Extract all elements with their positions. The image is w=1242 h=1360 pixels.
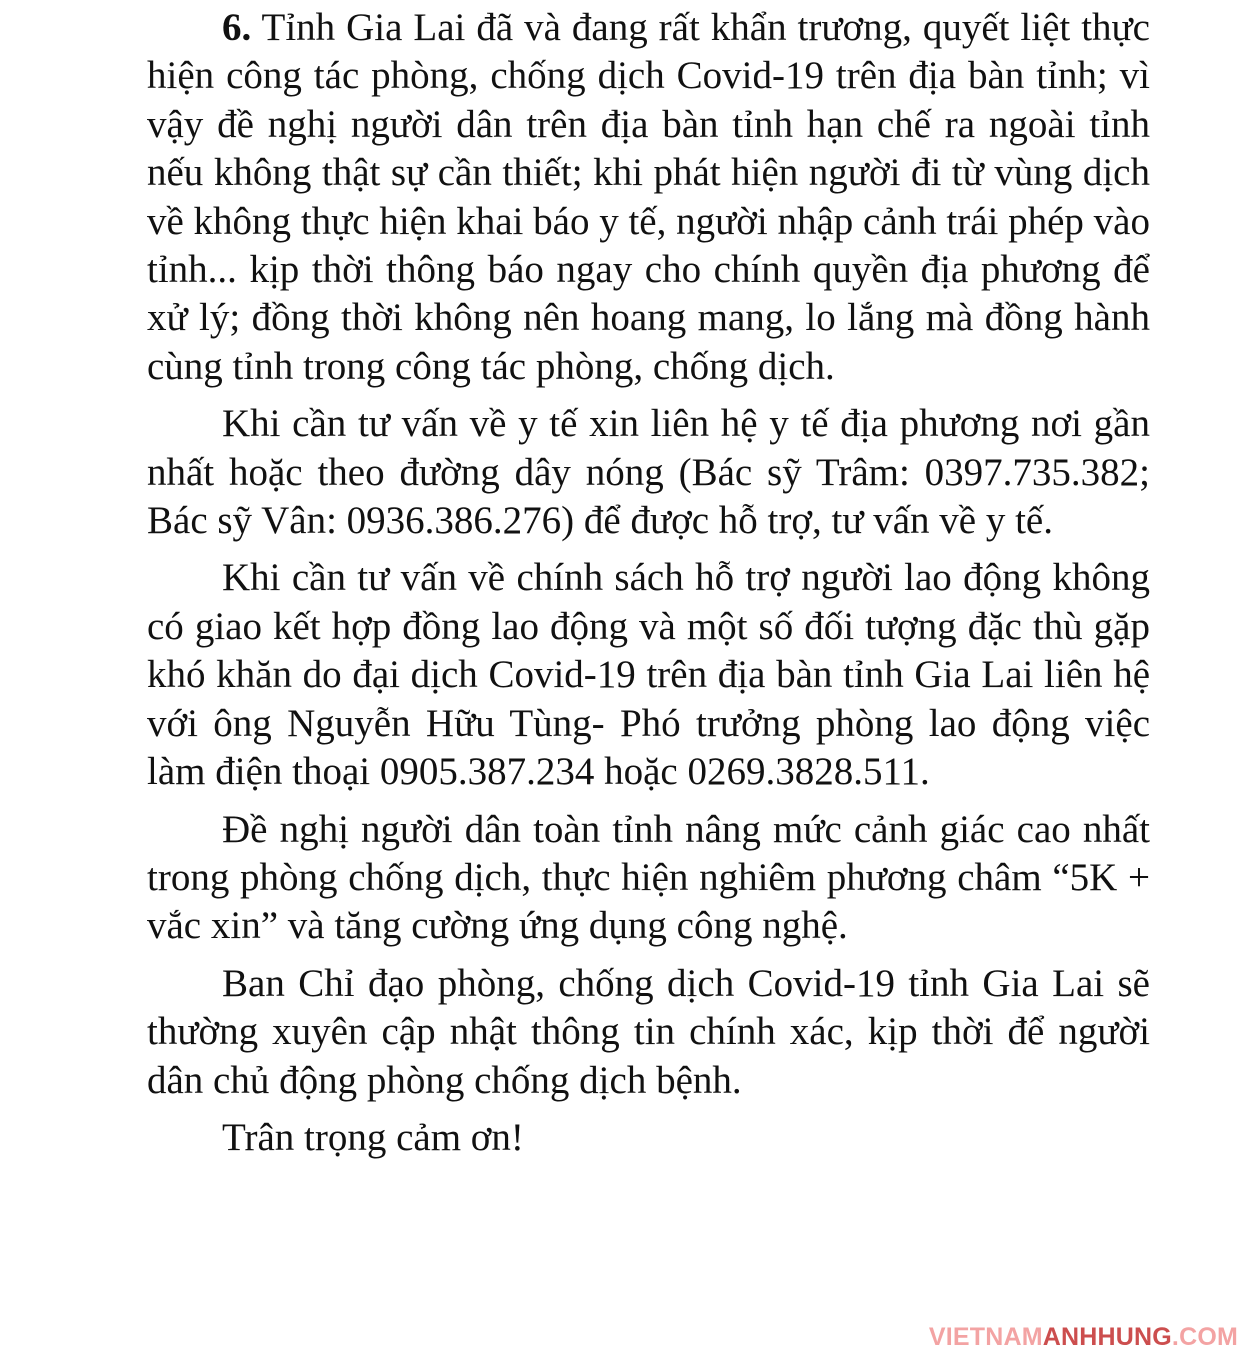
paragraph-closing: Trân trọng cảm ơn! (222, 1115, 524, 1159)
paragraph-steering-committee: Ban Chỉ đạo phòng, chống dịch Covid-19 tỉnh Gia Lai sẽ thường xuyên cập nhật thông tin chính xác, kịp thời để người dân chủ động phòng chống dịch bệnh. (147, 961, 1150, 1102)
paragraph-medical-hotline: Khi cần tư vấn về y tế xin liên hệ y tế địa phương nơi gần nhất hoặc theo đường dây nóng (Bác sỹ Trâm: 0397.735.382; Bác sỹ Vân: 0936.386.276) để được hỗ trợ, tư vấn về y tế. (147, 402, 1150, 543)
watermark-part-1: VIETNAM (928, 1323, 1043, 1351)
item-number: 6. (222, 6, 252, 49)
watermark-part-2: ANHHUNG (1042, 1323, 1172, 1351)
paragraph-labor-support: Khi cần tư vấn về chính sách hỗ trợ người lao động không có giao kết hợp đồng lao động và một số đối tượng đặc thù gặp khó khăn do đại dịch Covid-19 trên địa bàn tỉnh Gia Lai liên hệ với ông Nguyễn Hữu Tùng- Phó trưởng phòng lao động việc làm điện thoại 0905.387.234 hoặc 0269.3828.511. (147, 556, 1150, 794)
document-body (147, 4, 1150, 1171)
item-6-text: Tỉnh Gia Lai đã và đang rất khẩn trương, quyết liệt thực hiện công tác phòng, chống dịch Covid-19 trên địa bàn tỉnh; vì vậy đề nghị người dân trên địa bàn tỉnh hạn chế ra ngoài tỉnh nếu không thật sự cần thiết; khi phát hiện người đi từ vùng dịch về không thực hiện khai báo y tế, người nhập cảnh trái phép vào tỉnh... kịp thời thông báo ngay cho chính quyền địa phương để xử lý; đồng thời không nên hoang mang, lo lắng mà đồng hành cùng tỉnh trong công tác phòng, chống dịch. (147, 6, 1150, 388)
watermark (929, 1323, 1238, 1352)
paragraph-vigilance: Đề nghị người dân toàn tỉnh nâng mức cảnh giác cao nhất trong phòng chống dịch, thực hiện nghiêm phương châm “5K + vắc xin” và tăng cường ứng dụng công nghệ. (147, 807, 1150, 948)
paragraph-item-6 (147, 4, 1150, 391)
watermark-part-3: .COM (1171, 1323, 1238, 1351)
